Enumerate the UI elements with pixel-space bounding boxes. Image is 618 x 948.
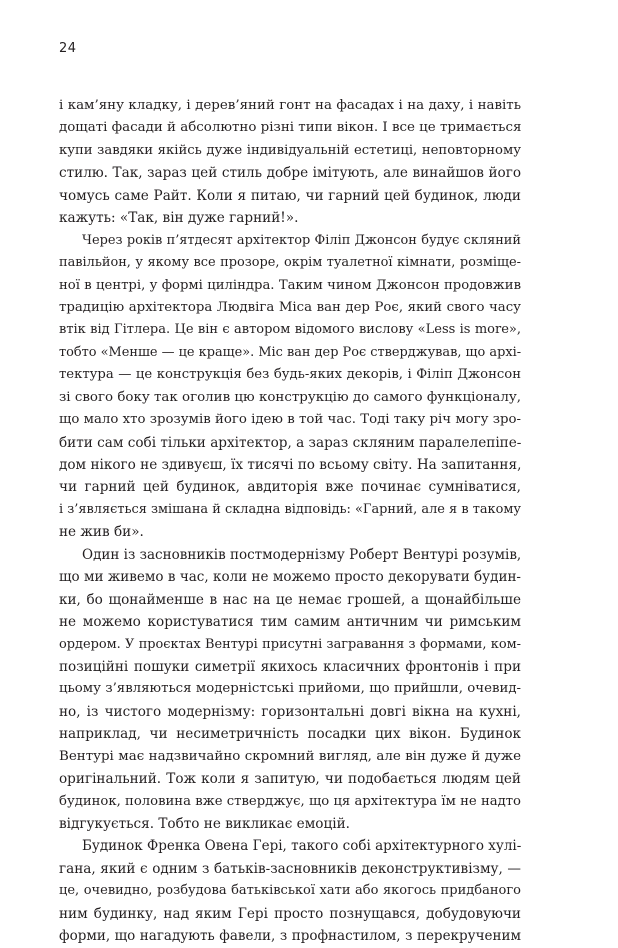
text-line: Через років п’ятдесят архітектор Філіп Джонсон будує скляний [82, 232, 521, 248]
text-line: ки, бо щонайменше в нас на це немає грошей, а щонайбільше [59, 591, 521, 608]
text-line: не можемо користуватися тим самим античним чи римським [59, 614, 521, 631]
text-line: тобто «Менше — це краще». Міс ван дер Роє стверджував, що архі- [59, 344, 522, 360]
text-line: не жив би». [59, 524, 144, 541]
text-line: відгукується. Тобто не викликає емоцій. [59, 816, 350, 832]
text-line: форми, що нагадують фавели, з профнастилом, з перекрученим [59, 928, 521, 945]
text-line: позиційні пошуки симетрії якихось класичних фронтонів і при [59, 658, 521, 675]
text-line: втік від Гітлера. Це він є автором відомого вислову «Less is more», [59, 322, 521, 338]
body-text [59, 95, 521, 948]
text-line: бити сам собі тільки архітектор, а зараз скляним паралелепіпе- [59, 434, 522, 451]
text-line: ним будинку, над яким Гері просто познущався, добудовуючи [59, 905, 521, 922]
text-line: наприклад, чи несиметричність посадки цих вікон. Будинок [59, 726, 521, 743]
text-line: чи гарний цей будинок, авдиторія вже починає сумніватися, [59, 479, 521, 496]
text-line: і кам’яну кладку, і дерев’яний гонт на фасадах і на даху, і навіть [59, 98, 521, 113]
text-line: що мало хто зрозумів його ідею в той час. Тоді таку річ могу зро- [59, 412, 521, 428]
text-line: зі свого боку так оголив цю конструкцію до самого функціоналу, [59, 389, 521, 405]
text-line: павільйон, у якому все прозоре, окрім туалетної кімнати, розміще- [59, 255, 521, 271]
page-number: 24 [59, 41, 77, 56]
text-line: купи завдяки якійсь дуже індивідуальній естетиці, неповторному [59, 142, 521, 158]
text-line: дощаті фасади й абсолютно різні типи вікон. І все це тримається [59, 120, 522, 136]
text-line: і з’являється змішана й складна відповідь: «Гарний, але я в такому [59, 501, 521, 517]
text-line: дом нікого не здивуєш, їх тисячі по всьому світу. На запитання, [59, 457, 522, 473]
text-line: Один із засновників постмодернізму Роберт Вентурі розумів, [82, 546, 522, 563]
text-line: но, із чистого модернізму: горизонтальні довгі вікна на кухні, [59, 703, 521, 720]
text-line: ордером. У проєктах Вентурі присутні загравання з формами, ком- [59, 636, 521, 652]
text-line: гана, який є одним з батьків-засновників деконструктивізму, — [59, 860, 521, 877]
text-line: кажуть: «Так, він дуже гарний!». [59, 210, 299, 227]
text-line: Будинок Френка Овена Гері, такого собі архітектурного хулі- [82, 838, 522, 855]
text-line: Вентурі має надзвичайно скромний вигляд, але він дуже й дуже [59, 748, 521, 764]
text-line: будинок, половина вже стверджує, що ця архітектура їм не надто [59, 793, 521, 809]
text-line: це, очевидно, розбудова батьківської хати або якогось придбаного [59, 883, 521, 899]
text-line: чомусь саме Райт. Коли я питаю, чи гарний цей будинок, люди [59, 187, 521, 204]
text-line: оригінальний. Тож коли я запитую, чи подобається людям цей [59, 771, 521, 788]
text-line: ної в центрі, у формі циліндра. Таким чином Джонсон продовжив [59, 277, 521, 293]
text-line: цьому з’являються модерністські прийоми, що прийшли, очевид- [59, 681, 521, 697]
text-line: традицію архітектора Людвіга Міса ван дер Роє, який свого часу [59, 299, 521, 315]
text-line: тектура — це конструкція без будь-яких декорів, і Філіп Джонсон [59, 367, 521, 383]
text-line: що ми живемо в час, коли не можемо просто декорувати будин- [59, 569, 521, 586]
text-line: стилю. Так, зараз цей стиль добре імітують, але винайшов його [59, 165, 521, 182]
